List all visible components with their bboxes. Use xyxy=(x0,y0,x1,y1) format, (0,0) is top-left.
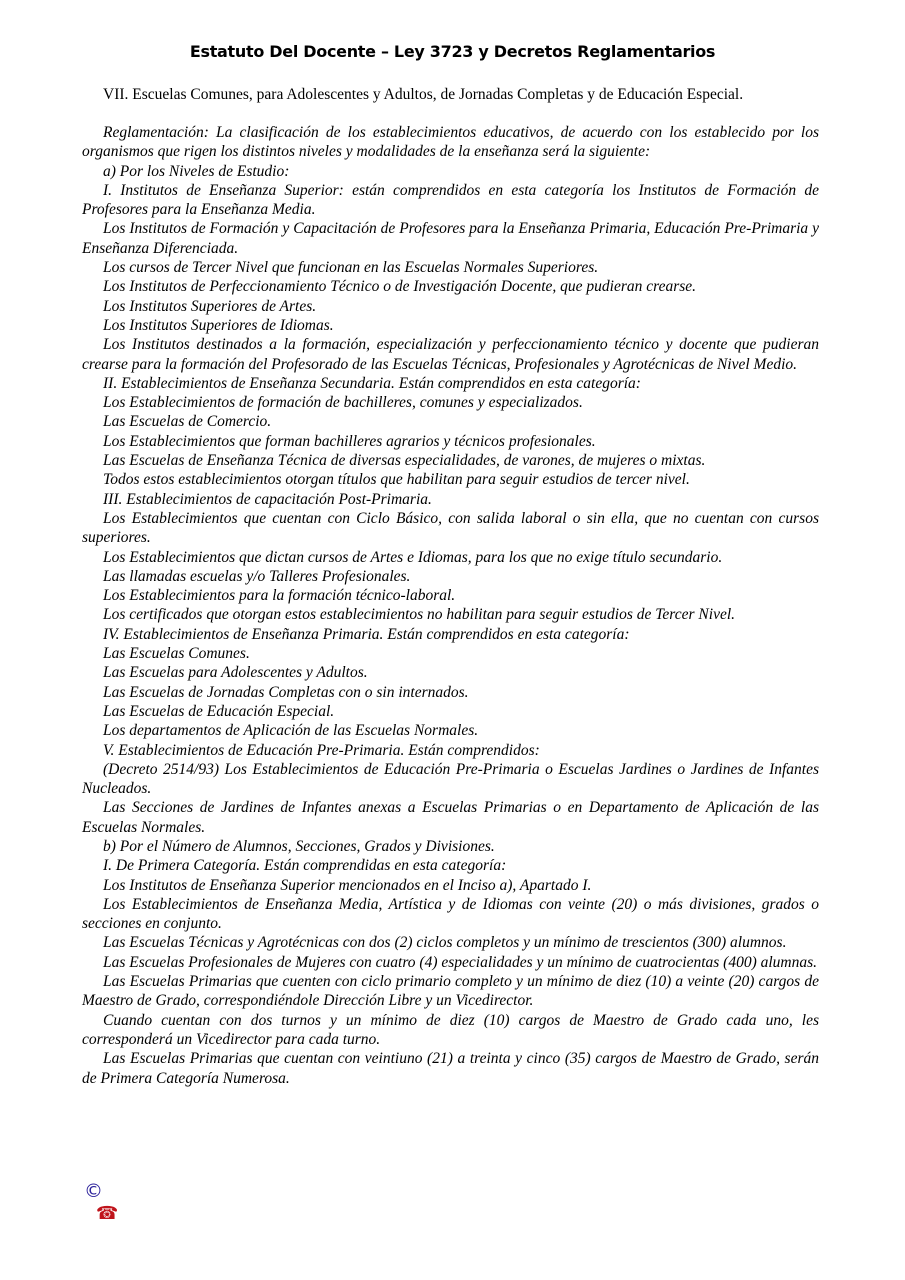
body-paragraph: Los Establecimientos para la formación técnico-laboral. xyxy=(103,587,456,605)
body-paragraph: V. Establecimientos de Educación Pre-Primaria. Están comprendidos: xyxy=(103,741,540,759)
body-paragraph: Los Establecimientos de formación de bachilleres, comunes y especializados. xyxy=(103,394,583,412)
body-paragraph: Los certificados que otorgan estos establecimientos no habilitan para seguir estudios de Tercer Nivel. xyxy=(103,606,736,624)
body-paragraph: Las Escuelas Comunes. xyxy=(103,645,250,663)
body-paragraph: IV. Establecimientos de Enseñanza Primaria. Están comprendidos en esta categoría: xyxy=(103,625,630,643)
body-paragraph: I. Institutos de Enseñanza Superior: están comprendidos en esta categoría los Institutos de Formación de Profesores para la Enseñanza Media. xyxy=(82,181,819,219)
body-paragraph: Los Establecimientos que forman bachilleres agrarios y técnicos profesionales. xyxy=(103,432,596,450)
body-paragraph: Las Secciones de Jardines de Infantes anexas a Escuelas Primarias o en Departamento de Aplicación de las Escuelas Normales. xyxy=(82,799,819,836)
body-paragraph: Los Institutos de Enseñanza Superior mencionados en el Inciso a), Apartado I. xyxy=(103,876,592,894)
body-paragraph: Los departamentos de Aplicación de las Escuelas Normales. xyxy=(103,722,479,740)
footer-copyright-row xyxy=(84,1180,484,1202)
footer-phone-row xyxy=(84,1202,484,1224)
copyright-icon: © xyxy=(84,1180,103,1202)
body-paragraph: Los Establecimientos que dictan cursos de Artes e Idiomas, para los que no exige título secundario. xyxy=(103,548,723,566)
body-paragraph: b) Por el Número de Alumnos, Secciones, Grados y Divisiones. xyxy=(103,837,495,855)
body-paragraph: Todos estos establecimientos otorgan títulos que habilitan para seguir estudios de tercer nivel. xyxy=(103,471,690,489)
document-body xyxy=(82,123,819,1088)
body-paragraph: Las Escuelas para Adolescentes y Adultos. xyxy=(103,664,368,682)
body-paragraph: Los Establecimientos que cuentan con Ciclo Básico, con salida laboral o sin ella, que no cuentan con cursos superiores. xyxy=(82,509,819,547)
body-paragraph: Las Escuelas de Enseñanza Técnica de diversas especialidades, de varones, de mujeres o mixtas. xyxy=(103,452,706,470)
body-paragraph: Los Institutos de Formación y Capacitación de Profesores para la Enseñanza Primaria, Educación Pre-Primaria y Enseñanza Diferenciada. xyxy=(82,220,819,257)
body-paragraph: III. Establecimientos de capacitación Post-Primaria. xyxy=(103,490,432,508)
body-paragraph: Las Escuelas de Comercio. xyxy=(103,413,272,431)
body-paragraph: Las Escuelas Primarias que cuenten con ciclo primario completo y un mínimo de diez (10) a veinte (20) cargos de Maestro de Grado, correspondiéndole Dirección Libre y un Vicedirector. xyxy=(82,973,819,1010)
body-paragraph: Los Institutos destinados a la formación, especialización y perfeccionamiento técnico y docente que pudieran crearse para la formación del Profesorado de las Escuelas Técnicas, Profesionales y Agrotécnicas de Nivel Medio. xyxy=(82,336,819,373)
phone-icon: ☎ xyxy=(96,1202,119,1224)
body-paragraph: Las Escuelas Profesionales de Mujeres con cuatro (4) especialidades y un mínimo de cuatrocientas (400) alumnas. xyxy=(103,953,818,971)
body-paragraph: Las Escuelas Técnicas y Agrotécnicas con dos (2) ciclos completos y un mínimo de trescientos (300) alumnos. xyxy=(103,934,787,952)
footer xyxy=(84,1180,484,1224)
body-paragraph: II. Establecimientos de Enseñanza Secundaria. Están comprendidos en esta categoría: xyxy=(103,374,641,392)
body-paragraph: I. De Primera Categoría. Están comprendidas en esta categoría: xyxy=(103,857,507,875)
body-paragraph: a) Por los Niveles de Estudio: xyxy=(103,162,290,180)
body-paragraph: (Decreto 2514/93) Los Establecimientos de Educación Pre-Primaria o Escuelas Jardines o Jardines de Infantes Nucleados. xyxy=(82,760,819,798)
body-paragraph: Los Institutos Superiores de Idiomas. xyxy=(103,316,334,334)
body-paragraph: Reglamentación: La clasificación de los establecimientos educativos, de acuerdo con los establecido por los organismos que rigen los distintos niveles y modalidades de la enseñanza será la siguiente: xyxy=(82,124,819,161)
document-title: Estatuto Del Docente – Ley 3723 y Decretos Reglamentarios xyxy=(189,42,716,61)
body-paragraph: Las llamadas escuelas y/o Talleres Profesionales. xyxy=(103,567,411,585)
body-paragraph: Las Escuelas de Jornadas Completas con o sin internados. xyxy=(103,683,469,701)
body-paragraph: Cuando cuentan con dos turnos y un mínimo de diez (10) cargos de Maestro de Grado cada uno, les corresponderá un Vicedirector para cada turno. xyxy=(82,1011,819,1048)
body-paragraph: Las Escuelas Primarias que cuentan con veintiuno (21) a treinta y cinco (35) cargos de Maestro de Grado, serán de Primera Categoría Numerosa. xyxy=(82,1050,819,1087)
body-paragraph: Los cursos de Tercer Nivel que funcionan en las Escuelas Normales Superiores. xyxy=(103,259,599,277)
section-heading: VII. Escuelas Comunes, para Adolescentes y Adultos, de Jornadas Completas y de Educación Especial. xyxy=(103,86,744,103)
body-paragraph: Las Escuelas de Educación Especial. xyxy=(103,702,335,720)
body-paragraph: Los Institutos Superiores de Artes. xyxy=(103,297,317,315)
body-paragraph: Los Institutos de Perfeccionamiento Técnico o de Investigación Docente, que pudieran crearse. xyxy=(103,278,697,296)
body-paragraph: Los Establecimientos de Enseñanza Media, Artística y de Idiomas con veinte (20) o más divisiones, grados o secciones en conjunto. xyxy=(82,895,819,933)
